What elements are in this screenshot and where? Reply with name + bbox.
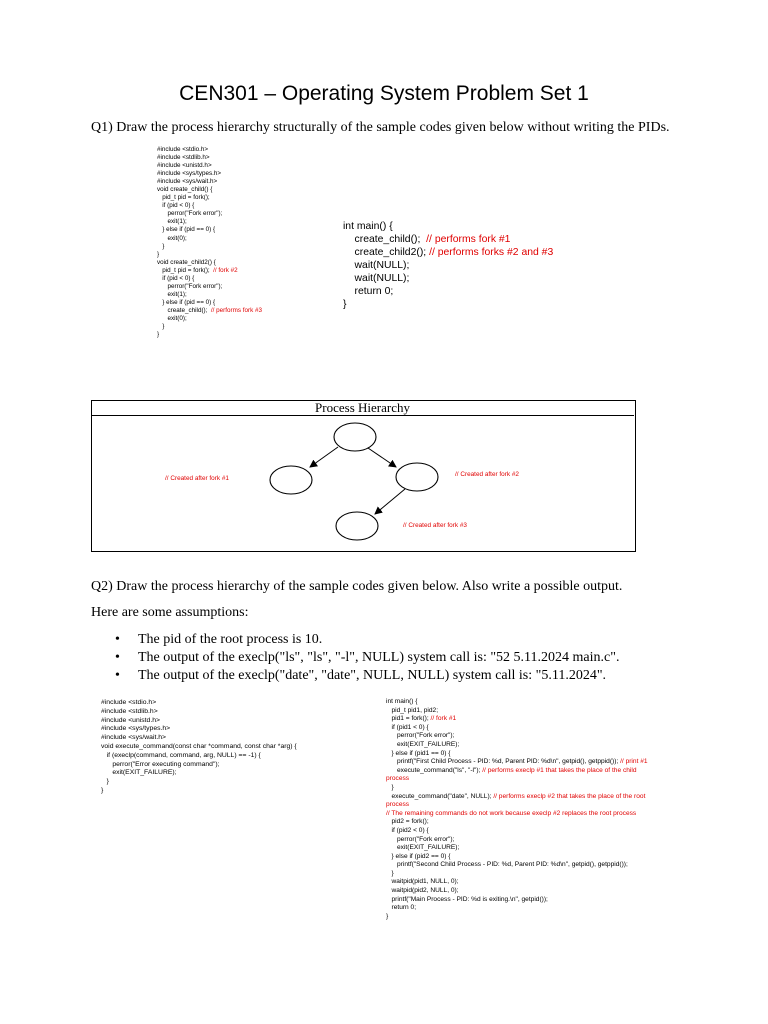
code-line: exit(EXIT_FAILURE); bbox=[101, 769, 177, 777]
code-comment: // performs fork #1 bbox=[426, 234, 511, 245]
assumptions-list bbox=[115, 631, 619, 685]
code-line: int main() { bbox=[386, 698, 418, 705]
code-line: printf("Main Process - PID: %d is exiting.\n", getpid()); bbox=[386, 895, 548, 903]
code-line: waitpid(pid1, NULL, 0); bbox=[386, 878, 459, 886]
process-hierarchy-heading: Process Hierarchy bbox=[91, 400, 634, 416]
code-comment: // performs execlp #1 that takes the place of the child bbox=[482, 766, 637, 774]
code-line: perror("Fork error"); bbox=[157, 210, 223, 218]
code-line: create_child(); // performs fork #3 bbox=[157, 306, 262, 314]
code-line: } bbox=[386, 912, 389, 920]
code-line: } bbox=[157, 250, 160, 258]
edge-fork2-to-fork3 bbox=[375, 489, 405, 514]
code-comment: // performs execlp #2 that takes the place of the root bbox=[493, 792, 646, 800]
label-created-after-fork-3: // Created after fork #3 bbox=[403, 522, 467, 529]
code-line: pid1 = fork(); // fork #1 bbox=[386, 715, 457, 723]
page-title: CEN301 – Operating System Problem Set 1 bbox=[179, 82, 589, 105]
code-line: } bbox=[157, 323, 165, 331]
code-line: execute_command("ls", "-l"); // performs execlp #1 that takes the place of the child bbox=[386, 766, 637, 774]
code-comment: process bbox=[386, 775, 410, 783]
code-line: #include <sys/wait.h> bbox=[101, 734, 166, 742]
label-created-after-fork-1: // Created after fork #1 bbox=[165, 475, 229, 482]
code-line: } bbox=[101, 786, 104, 794]
code-comment: // performs forks #2 and #3 bbox=[429, 247, 554, 258]
assumptions-intro: Here are some assumptions: bbox=[91, 605, 249, 620]
code-line: } bbox=[157, 331, 160, 339]
code-line: create_child2(); // performs forks #2 and #3 bbox=[343, 247, 554, 258]
code-line: exit(1); bbox=[157, 218, 187, 226]
code-line bbox=[386, 810, 648, 819]
code-line: void create_child2() { bbox=[157, 258, 216, 266]
code-line: pid2 = fork(); bbox=[386, 818, 429, 826]
q2-code-left bbox=[101, 699, 297, 796]
code-line: } else if (pid2 == 0) { bbox=[386, 852, 451, 860]
code-line: } bbox=[101, 778, 109, 786]
code-line: } bbox=[386, 783, 394, 791]
code-line: #include <sys/types.h> bbox=[157, 170, 222, 178]
code-line: wait(NULL); bbox=[343, 273, 410, 284]
code-line: exit(0); bbox=[157, 314, 187, 322]
code-line: pid_t pid1, pid2; bbox=[386, 706, 439, 714]
code-line: perror("Error executing command"); bbox=[101, 760, 220, 768]
code-comment: // print #1 bbox=[620, 758, 648, 766]
code-line: exit(0); bbox=[157, 234, 187, 242]
q1-code-left bbox=[157, 146, 262, 339]
code-line: perror("Fork error"); bbox=[386, 835, 455, 843]
q1-code-main bbox=[343, 220, 553, 311]
code-line: } bbox=[386, 869, 394, 877]
code-line: create_child(); // performs fork #1 bbox=[343, 234, 511, 245]
code-line: printf("Second Child Process - PID: %d, Parent PID: %d\n", getpid(), getppid()); bbox=[386, 861, 628, 869]
label-created-after-fork-2: // Created after fork #2 bbox=[455, 471, 519, 478]
code-line: } else if (pid1 == 0) { bbox=[386, 749, 451, 757]
code-line: #include <stdio.h> bbox=[157, 146, 209, 153]
code-line: if (execlp(command, command, arg, NULL) == -1) { bbox=[101, 751, 261, 759]
grandchild-fork3-node bbox=[336, 512, 378, 540]
child-fork2-node bbox=[396, 463, 438, 491]
code-line: exit(EXIT_FAILURE); bbox=[386, 844, 460, 852]
code-comment: process bbox=[386, 801, 410, 809]
question-1-text: Q1) Draw the process hierarchy structurally of the sample codes given below without writing the PIDs. bbox=[91, 120, 670, 135]
assumption-item: • The output of the execlp("ls", "ls", "-l", NULL) system call is: "52 5.11.2024 main.c". bbox=[115, 649, 619, 667]
code-line: } else if (pid == 0) { bbox=[157, 226, 216, 234]
code-line bbox=[386, 775, 648, 784]
code-comment: // The remaining commands do not work because execlp #2 replaces the root process bbox=[386, 809, 637, 817]
code-line: } bbox=[343, 299, 347, 310]
code-line: if (pid1 < 0) { bbox=[386, 723, 429, 731]
code-line: pid_t pid = fork(); // fork #2 bbox=[157, 266, 238, 274]
q2-code-right bbox=[386, 698, 648, 921]
code-line: return 0; bbox=[386, 904, 417, 912]
root-process-node bbox=[334, 423, 376, 451]
code-line: wait(NULL); bbox=[343, 260, 410, 271]
code-line bbox=[386, 801, 648, 810]
code-comment: // fork #1 bbox=[430, 715, 457, 723]
code-line: void create_child() { bbox=[157, 186, 213, 194]
code-line: } else if (pid == 0) { bbox=[157, 298, 216, 306]
code-line: #include <unistd.h> bbox=[101, 716, 160, 724]
code-line: #include <unistd.h> bbox=[157, 162, 212, 170]
code-line: if (pid < 0) { bbox=[157, 202, 195, 210]
code-line: #include <stdio.h> bbox=[101, 699, 157, 706]
code-line: void execute_command(const char *command, const char *arg) { bbox=[101, 742, 297, 750]
edge-root-to-fork1 bbox=[310, 447, 338, 467]
code-line: exit(EXIT_FAILURE); bbox=[386, 740, 460, 748]
question-2-text: Q2) Draw the process hierarchy of the sample codes given below. Also write a possible output. bbox=[91, 579, 623, 594]
code-comment: // fork #2 bbox=[213, 266, 238, 274]
code-line: int main() { bbox=[343, 221, 393, 232]
edge-root-to-fork2 bbox=[368, 448, 396, 467]
assumption-item: • The pid of the root process is 10. bbox=[115, 631, 619, 649]
code-line: return 0; bbox=[343, 286, 394, 297]
code-line: #include <sys/wait.h> bbox=[157, 178, 218, 186]
child-fork1-node bbox=[270, 466, 312, 494]
code-line: #include <stdlib.h> bbox=[157, 154, 210, 162]
code-line: waitpid(pid2, NULL, 0); bbox=[386, 887, 459, 895]
code-line: pid_t pid = fork(); bbox=[157, 194, 210, 202]
code-line: perror("Fork error"); bbox=[386, 732, 455, 740]
code-line: exit(1); bbox=[157, 290, 187, 298]
code-line: #include <sys/types.h> bbox=[101, 725, 171, 733]
code-line: } bbox=[157, 242, 165, 250]
code-comment: // performs fork #3 bbox=[210, 306, 262, 314]
code-line: #include <stdlib.h> bbox=[101, 707, 158, 715]
code-line: perror("Fork error"); bbox=[157, 282, 223, 290]
code-line: printf("First Child Process - PID: %d, Parent PID: %d\n", getpid(), getppid()); // print #1 bbox=[386, 758, 648, 766]
code-line: execute_command("date", NULL); // performs execlp #2 that takes the place of the root bbox=[386, 792, 646, 800]
assumption-item: • The output of the execlp("date", "date", NULL, NULL) system call is: "5.11.2024". bbox=[115, 667, 619, 685]
code-line: if (pid2 < 0) { bbox=[386, 826, 429, 834]
code-line: if (pid < 0) { bbox=[157, 274, 195, 282]
